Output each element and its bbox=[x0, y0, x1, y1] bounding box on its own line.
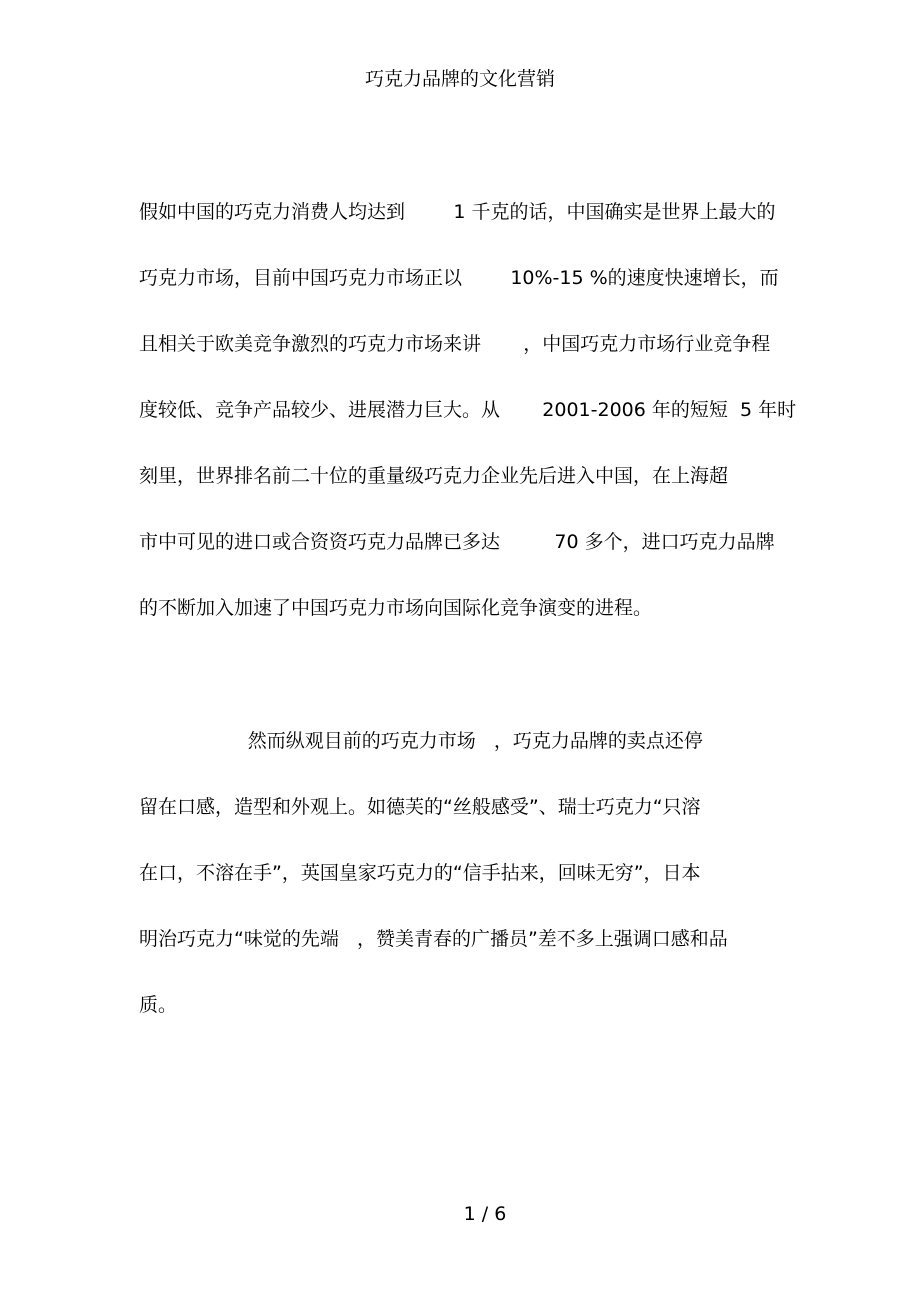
paragraph-line: 且相关于欧美竞争激烈的巧克力市场来讲 ，中国巧克力市场行业竞争程 bbox=[139, 333, 771, 355]
paragraph-line: 质。 bbox=[139, 994, 178, 1016]
paragraph-line: 在口，不溶在手”，英国皇家巧克力的“信手拈来，回味无穷”，日本 bbox=[139, 862, 701, 884]
paragraph-line: 刻里，世界排名前二十位的重量级巧克力企业先后进入中国，在上海超 bbox=[139, 465, 729, 487]
paragraph-line: 假如中国的巧克力消费人均达到 1 千克的话，中国确实是世界上最大的 bbox=[139, 201, 776, 223]
page-title: 巧克力品牌的文化营销 bbox=[364, 68, 555, 90]
paragraph-line: 留在口感，造型和外观上。如德芙的“丝般感受”、瑞士巧克力“只溶 bbox=[139, 796, 701, 818]
paragraph-line: 明治巧克力“味觉的先端 ，赞美青春的广播员”差不多上强调口感和品 bbox=[139, 928, 728, 950]
paragraph-line: 然而纵观目前的巧克力市场 ，巧克力品牌的卖点还停 bbox=[139, 730, 703, 752]
paragraph-line: 市中可见的进口或合资资巧克力品牌已多达 70 多个，进口巧克力品牌 bbox=[139, 531, 775, 553]
paragraph-line: 巧克力市场，目前中国巧克力市场正以 10%-15 %的速度快速增长，而 bbox=[139, 267, 779, 289]
paragraph-line: 度较低、竞争产品较少、进展潜力巨大。从 2001-2006 年的短短 5 年时 bbox=[139, 399, 797, 421]
paragraph-line: 的不断加入加速了中国巧克力市场向国际化竞争演变的进程。 bbox=[139, 597, 653, 619]
page-number: 1 / 6 bbox=[463, 1203, 507, 1225]
